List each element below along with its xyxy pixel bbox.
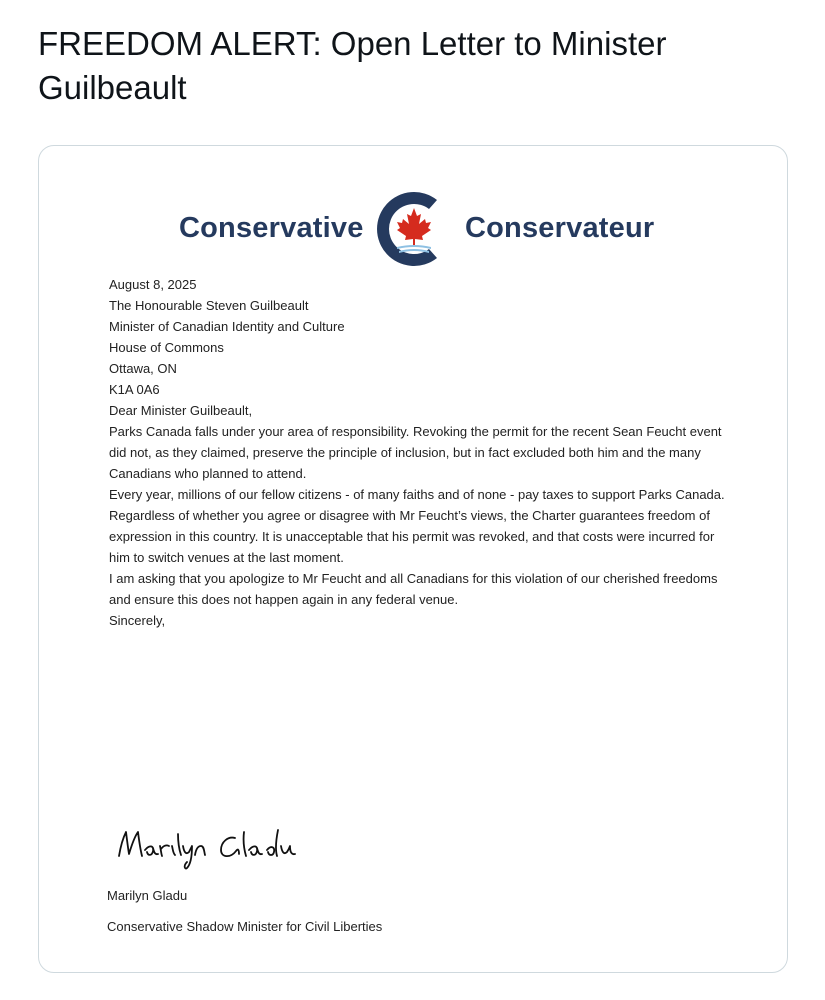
paragraph: Every year, millions of our fellow citizens - of many faiths and of none - pay taxes to support Parks Canada. Regardless of whether you agree or disagree with Mr Feucht’s views, the Charter guarantees freedom of expression in this country. It is unacceptable that his permit was revoked, and that costs were incurred for him to switch venues at the last moment.: [109, 487, 725, 565]
letter-date: August 8, 2025: [109, 277, 197, 292]
address-line: The Honourable Steven Guilbeault: [109, 298, 309, 313]
post-title: FREEDOM ALERT: Open Letter to Minister Guilbeault: [38, 25, 667, 106]
address-line: Ottawa, ON: [109, 361, 177, 376]
paragraph: Parks Canada falls under your area of responsibility. Revoking the permit for the recent Sean Feucht event did not, as they claimed, preserve the principle of inclusion, but in fact excluded both him and the many Canadians who planned to attend.: [109, 424, 722, 481]
address-line: K1A 0A6: [109, 382, 160, 397]
letter-image-card[interactable]: [38, 145, 788, 973]
signer-title: Conservative Shadow Minister for Civil Liberties: [107, 919, 383, 934]
brand-name-french: Conservateur: [465, 212, 655, 244]
letter-body: [109, 274, 729, 631]
recipient-address: [109, 295, 729, 400]
address-line: Minister of Canadian Identity and Culture: [109, 319, 345, 334]
salutation: Dear Minister Guilbeault,: [109, 403, 253, 418]
closing: Sincerely,: [109, 613, 166, 628]
conservative-party-logo-icon: [377, 186, 451, 272]
brand-name-english: Conservative: [179, 212, 364, 244]
paragraph: I am asking that you apologize to Mr Feucht and all Canadians for this violation of our cherished freedoms and ensure this does not happen again in any federal venue.: [109, 571, 718, 607]
letterhead: [39, 184, 787, 274]
address-line: House of Commons: [109, 340, 224, 355]
signer-name: Marilyn Gladu: [107, 888, 188, 903]
handwritten-signature: [115, 818, 315, 870]
